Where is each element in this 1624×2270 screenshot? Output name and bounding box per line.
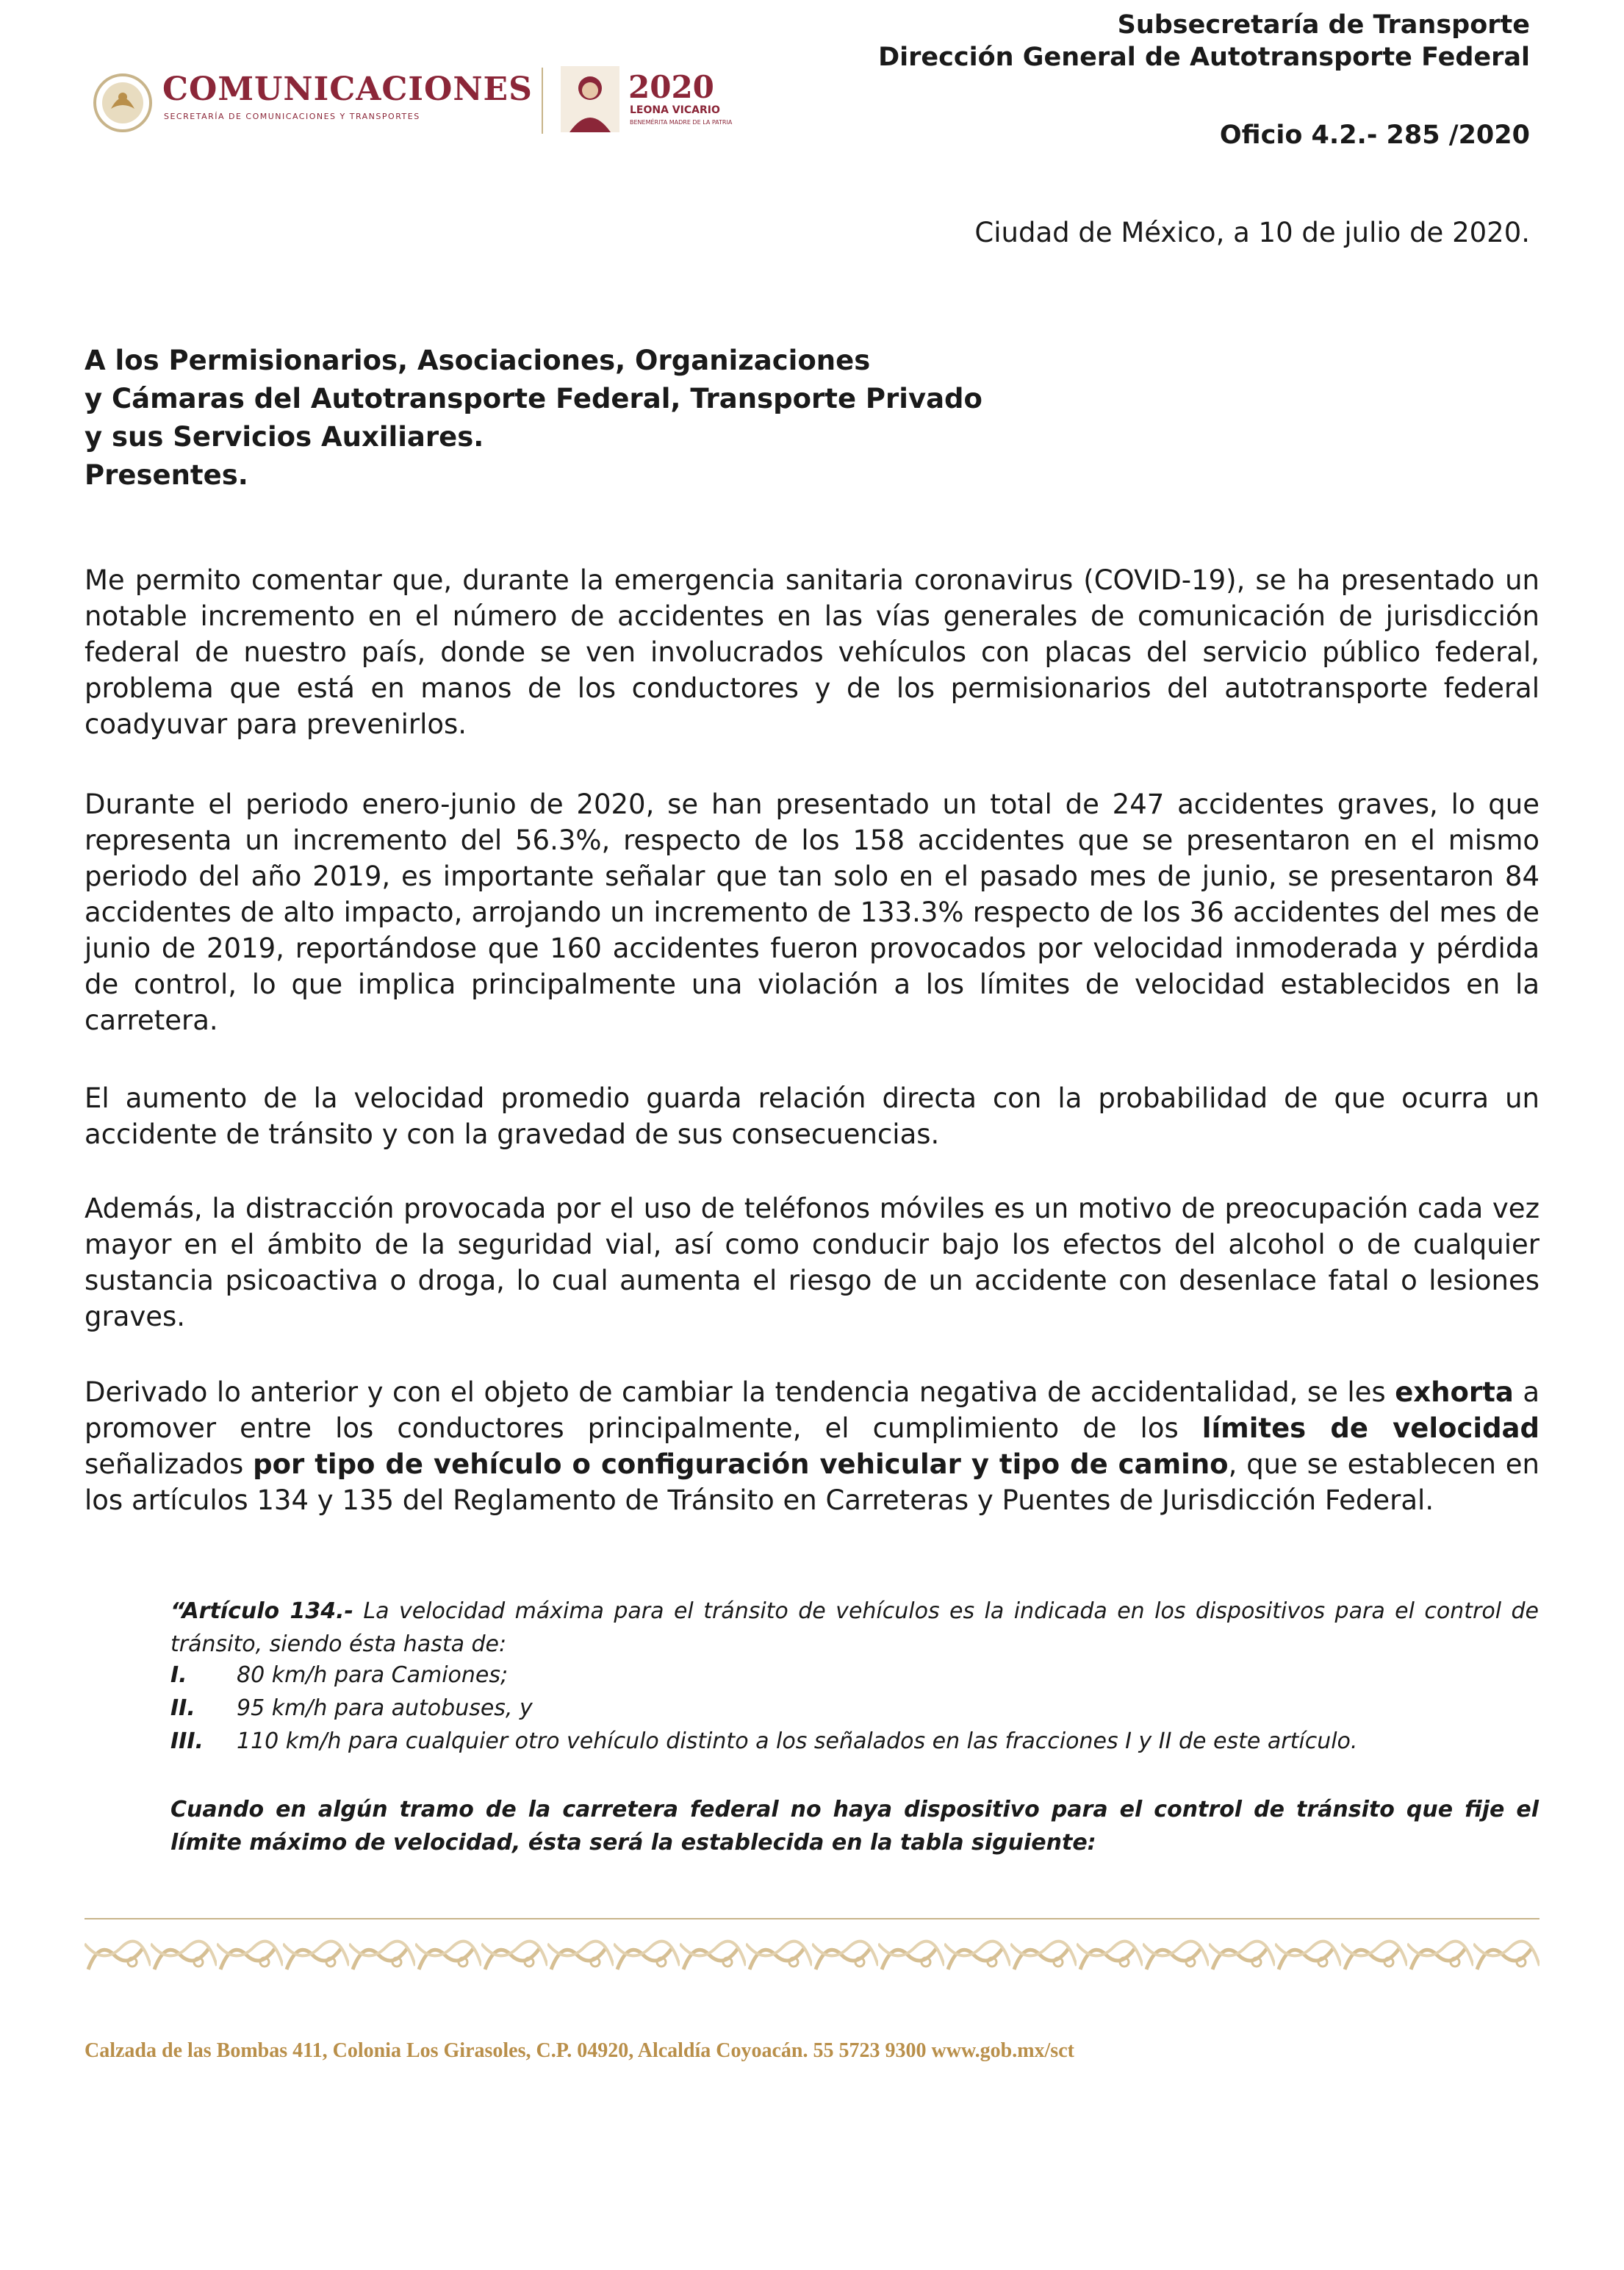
paragraph-5-emphasis: por tipo de vehículo o configuración vehicular y tipo de camino: [253, 1448, 1229, 1480]
paragraph-5: [85, 1374, 1539, 1518]
paragraph-5-text: , que se establecen en los artículos 134 y 135 del Reglamento de Tránsito en Carreteras y Puentes de Jurisdicción Federal.: [85, 1448, 1539, 1516]
fraction-number: I.: [170, 1662, 187, 1688]
footer-address: Calzada de las Bombas 411, Colonia Los Girasoles, C.P. 04920, Alcaldía Coyoacán. 55 5723 9300 www.gob.mx/sct: [85, 2039, 1074, 2062]
paragraph-2: Durante el periodo enero-junio de 2020, se han presentado un total de 247 accidentes graves, lo que representa un incremento del 56.3%, respecto de los 158 accidentes que se presentaron en el mismo periodo del año 2019, es importante señalar que tan solo en el pasado mes de junio, se presentaron 84 accidentes de alto impacto, arrojando un incremento de 133.3% respecto de los 36 accidentes del mes de junio de 2019, reportándose que 160 accidentes fueron provocados por velocidad inmoderada y pérdida de control, lo que implica principalmente una violación a los límites de velocidad establecidos en la carretera.: [85, 789, 1539, 1036]
year-logo: 2020: [628, 69, 714, 105]
paragraph-5-text: Derivado lo anterior y con el objeto de cambiar la tendencia negativa de accidentalidad, se les: [85, 1376, 1395, 1408]
leona-vicario-portrait-icon: [561, 66, 619, 132]
oficio-number: Oficio 4.2.- 285 /2020: [1219, 121, 1530, 150]
brand-name: COMUNICACIONES: [162, 71, 533, 108]
article-label: “Artículo 134.-: [170, 1598, 353, 1624]
logo-divider: [542, 68, 543, 134]
paragraph-5-text: a promover entre los conductores principalmente, el cumplimiento de los: [85, 1376, 1539, 1444]
addressee-line: y Cámaras del Autotransporte Federal, Transporte Privado: [85, 383, 982, 414]
paragraph-5-emphasis: exhorta: [1395, 1376, 1514, 1408]
article-closing: Cuando en algún tramo de la carretera federal no haya dispositivo para el control de tránsito que fije el límite máximo de velocidad, ésta será la establecida en la tabla siguiente:: [170, 1797, 1539, 1856]
fraction-number: II.: [170, 1695, 195, 1721]
year-logo-name: LEONA VICARIO: [630, 104, 720, 116]
addressee-line: A los Permisionarios, Asociaciones, Organizaciones: [85, 345, 871, 376]
paragraph-4: Además, la distracción provocada por el uso de teléfonos móviles es un motivo de preocupación cada vez mayor en el ámbito de la seguridad vial, así como conducir bajo los efectos del alcohol o de cualquier sustancia psicoactiva o droga, lo cual aumenta el riesgo de un accidente con desenlace fatal o lesiones graves.: [85, 1193, 1539, 1332]
addressee-line: y sus Servicios Auxiliares.: [85, 421, 484, 453]
header-logos: [92, 66, 739, 140]
dept-line-2: Dirección General de Autotransporte Federal: [878, 43, 1530, 72]
footer-divider: [85, 1918, 1539, 1919]
year-logo-tagline: BENEMÉRITA MADRE DE LA PATRIA: [630, 119, 733, 126]
dept-line-1: Subsecretaría de Transporte: [1117, 10, 1530, 40]
decorative-pattern-icon: [85, 1933, 1539, 1977]
paragraph-1: Me permito comentar que, durante la emergencia sanitaria coronavirus (COVID-19), se ha presentado un notable incremento en el número de accidentes en las vías generales de comunicación de jurisdicción federal de nuestro país, donde se ven involucrados vehículos con placas del servicio público federal, problema que está en manos de los conductores y de los permisionarios del autotransporte federal coadyuvar para prevenirlos.: [85, 564, 1539, 740]
article-fraction: [170, 1662, 508, 1688]
brand-subtitle: SECRETARÍA DE COMUNICACIONES Y TRANSPORTES: [164, 112, 420, 121]
addressee-line: Presentes.: [85, 459, 248, 491]
article-134-intro: [170, 1595, 1539, 1661]
fraction-text: 110 km/h para cualquier otro vehículo distinto a los señalados en las fracciones I y II de este artículo.: [237, 1728, 1358, 1754]
article-intro-text: La velocidad máxima para el tránsito de vehículos es la indicada en los dispositivos para el control de tránsito, siendo ésta hasta de:: [170, 1598, 1539, 1657]
paragraph-5-emphasis: límites de velocidad: [1201, 1412, 1540, 1444]
article-fraction: [170, 1728, 1357, 1754]
date-line: Ciudad de México, a 10 de julio de 2020.: [974, 217, 1530, 248]
fraction-text: 80 km/h para Camiones;: [237, 1662, 509, 1688]
fraction-number: III.: [170, 1728, 204, 1754]
paragraph-3: El aumento de la velocidad promedio guarda relación directa con la probabilidad de que ocurra un accidente de tránsito y con la gravedad de sus consecuencias.: [85, 1082, 1539, 1150]
article-fraction: [170, 1695, 533, 1721]
paragraph-5-text: señalizados: [85, 1448, 254, 1480]
national-seal-icon: [92, 72, 154, 134]
fraction-text: 95 km/h para autobuses, y: [237, 1695, 533, 1721]
addressee-block: [85, 342, 982, 495]
